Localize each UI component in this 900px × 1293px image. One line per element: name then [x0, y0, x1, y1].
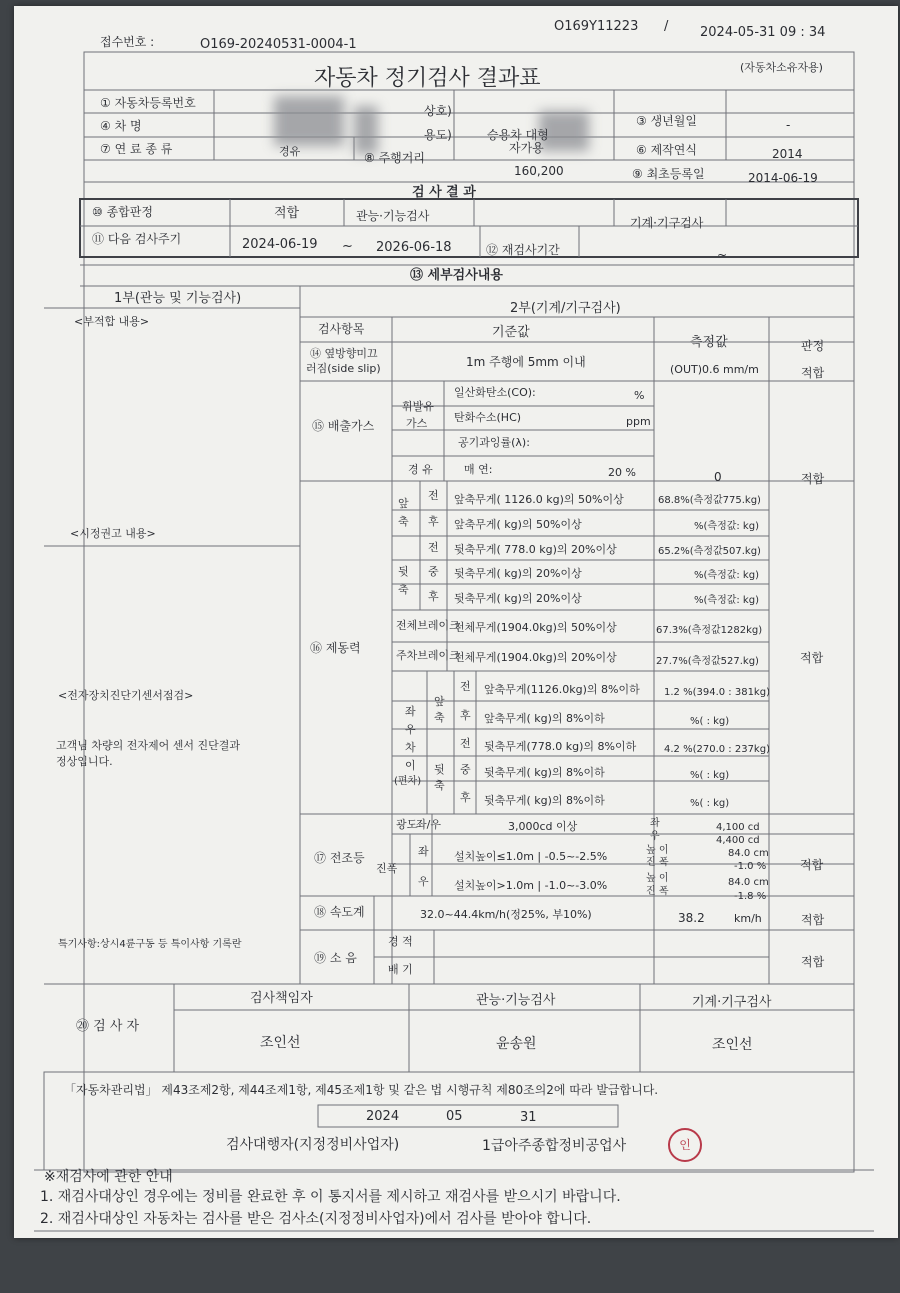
aim-label: 진폭	[376, 862, 398, 875]
vehicle-use: 자가용	[509, 141, 544, 155]
amp-label: 진 폭	[646, 886, 669, 897]
aim-right-height: 84.0 cm	[728, 877, 769, 888]
parking-brake-label: 주차브레이크	[396, 649, 460, 662]
front-axle-char2: 축	[398, 515, 409, 528]
use-partial: 용도)	[424, 128, 452, 142]
doc-code: O169Y11223	[554, 19, 639, 34]
mileage-value: 160,200	[514, 164, 564, 178]
total-brake-measure: 67.3%(측정값1282kg)	[656, 625, 763, 636]
aim-left-height: 84.0 cm	[728, 848, 769, 859]
amp-label: 진 폭	[646, 857, 669, 868]
brake-label: ⑯ 제동력	[310, 641, 361, 655]
next-from-date: 2024-06-19	[242, 237, 318, 252]
year-label: ⑥ 제작연식	[636, 143, 697, 157]
diff-standard: 뒷축무게( kg)의 8%이하	[484, 766, 605, 779]
diff-front-axle-1: 앞	[434, 695, 445, 708]
luminosity-right: 4,400 cd	[716, 835, 760, 846]
brake-measure: 68.8%(측정값775.kg)	[658, 495, 761, 506]
sideslip-judge: 적합	[801, 366, 825, 380]
diesel-label: 경 유	[408, 463, 433, 476]
height-label: 높 이	[646, 845, 669, 856]
pos-front: 전	[460, 680, 471, 693]
sideslip-measure: (OUT)0.6 mm/m	[670, 363, 759, 376]
smoke-standard: 20 %	[608, 466, 636, 479]
brake-standard: 뒷축무게( 778.0 kg)의 20%이상	[454, 543, 617, 556]
diff-rear-axle-1: 뒷	[434, 763, 445, 776]
pos-mid: 중	[460, 763, 471, 776]
exhaust-judge: 적합	[801, 472, 825, 486]
agent-label: 검사대행자(지정정비사업자)	[226, 1137, 400, 1153]
agent-name: 1급아주종합정비공업사	[482, 1138, 627, 1154]
inspector-sensory-label: 관능·기능검사	[476, 993, 556, 1008]
brake-measure: %(측정값: kg)	[694, 595, 759, 606]
next-tilde: ~	[342, 239, 353, 254]
lum-left-short: 좌	[650, 818, 660, 829]
pos-mid: 중	[428, 565, 439, 578]
luminosity-label: 광도	[396, 818, 418, 831]
issue-month: 05	[446, 1109, 463, 1124]
company-seal: 인	[668, 1128, 702, 1162]
special-note: 특기사항:상시4륜구동 등 특이사항 기록란	[58, 939, 242, 950]
aim-right-short: 우	[418, 875, 429, 888]
diff-standard: 앞축무게(1126.0kg)의 8%이하	[484, 683, 640, 696]
volatile-label-2: 가스	[406, 417, 428, 430]
aim-standard-left: 설치높이≤1.0m | -0.5~-2.5%	[454, 850, 608, 863]
next-cycle-label: ⑪ 다음 검사주기	[92, 232, 182, 246]
reinspect-label: ⑫ 재검사기간	[486, 243, 560, 257]
diff-front-axle-2: 축	[434, 711, 445, 724]
print-datetime: 2024-05-31 09 : 34	[700, 25, 826, 40]
diff-rear-axle-2: 축	[434, 779, 445, 792]
diff-label-5: (편차)	[394, 776, 422, 787]
exhaust-label: ⑮ 배출가스	[312, 419, 375, 433]
total-brake-label: 전체브레이크	[396, 619, 460, 632]
vehicle-type: 승용차 대형	[487, 128, 549, 142]
col-standard-header: 기준값	[492, 325, 530, 340]
pos-front: 전	[460, 737, 471, 750]
parking-brake-measure: 27.7%(측정값527.kg)	[656, 656, 759, 667]
part1-title: 1부(관능 및 기능검사)	[114, 291, 242, 306]
smoke-measure: 0	[714, 470, 722, 484]
diff-standard: 뒷축무게( kg)의 8%이하	[484, 794, 605, 807]
diff-standard: 앞축무게( kg)의 8%이하	[484, 712, 605, 725]
aim-left-amp: -1.0 %	[734, 861, 767, 872]
inspector-mech-name: 조인선	[712, 1037, 753, 1053]
ecu-result-line2: 정상입니다.	[56, 755, 113, 768]
fuel-value: 경유	[279, 145, 301, 158]
model-partial: 상호)	[424, 104, 452, 118]
diff-label-4: 이	[405, 759, 416, 772]
issue-year: 2024	[366, 1109, 400, 1124]
luminosity-left: 4,100 cd	[716, 822, 760, 833]
noise-label: ⑲ 소 음	[314, 951, 357, 965]
birth-label: ③ 생년월일	[636, 114, 697, 128]
pos-front: 전	[428, 489, 439, 502]
notice-title: ※재검사에 관한 안내	[44, 1169, 173, 1185]
reg-number-label: ① 자동차등록번호	[100, 96, 196, 110]
diff-measure: %( : kg)	[690, 716, 730, 727]
sideslip-standard: 1m 주행에 5mm 이내	[466, 355, 586, 369]
speedometer-label: ⑱ 속도계	[314, 905, 365, 919]
overall-value: 적합	[274, 206, 300, 221]
inspector-sensory-name: 윤송원	[496, 1036, 537, 1052]
col-measure-header: 측정값	[690, 335, 728, 350]
brake-measure: %(측정값: kg)	[694, 521, 759, 532]
total-brake-standard: 전체무게(1904.0kg)의 50%이상	[454, 621, 617, 634]
inspector-mech-label: 기계·기구검사	[692, 995, 772, 1010]
mech-inspection-label: 기계·기구검사	[630, 216, 704, 230]
sideslip-label-1: ⑭ 옆방향미끄	[310, 347, 378, 360]
aim-left-short: 좌	[418, 845, 429, 858]
pos-rear: 후	[460, 709, 471, 722]
legal-basis: 「자동차관리법」 제43조제2항, 제44조제1항, 제45조제1항 및 같은 법 시행규칙 제80조의2에 따라 발급합니다.	[64, 1083, 659, 1097]
receipt-label: 접수번호 :	[100, 35, 155, 49]
lambda-label: 공기과잉률(λ):	[458, 436, 530, 449]
ecu-result-line1: 고객님 차량의 전자제어 센서 진단결과	[56, 739, 241, 752]
parking-brake-standard: 전체무게(1904.0kg)의 20%이상	[454, 651, 617, 664]
horn-label: 경 적	[388, 935, 413, 948]
privacy-blur	[274, 96, 344, 146]
lum-right-short: 우	[650, 831, 660, 842]
sensory-inspection-label: 관능·기능검사	[356, 209, 430, 223]
rear-axle-char1: 뒷	[398, 565, 409, 578]
co-label: 일산화탄소(CO):	[454, 386, 536, 399]
diff-measure: 1.2 %(394.0 : 381kg)	[664, 687, 770, 698]
inspection-result-document	[14, 6, 898, 1238]
diff-label-3: 차	[405, 741, 416, 754]
pos-front: 전	[428, 541, 439, 554]
inspector-label: ⑳ 검 사 자	[76, 1019, 140, 1034]
inspector-head-name: 조인선	[260, 1035, 301, 1051]
front-axle-char1: 앞	[398, 497, 409, 510]
diff-standard: 뒷축무게(778.0 kg)의 8%이하	[484, 740, 637, 753]
speed-standard: 32.0~44.4km/h(정25%, 부10%)	[420, 908, 592, 921]
pos-rear: 후	[428, 515, 439, 528]
brake-judge: 적합	[800, 651, 824, 665]
brake-standard: 앞축무게( 1126.0 kg)의 50%이상	[454, 493, 624, 506]
brake-standard: 앞축무게( kg)의 50%이상	[454, 518, 582, 531]
pos-rear: 후	[428, 590, 439, 603]
left-right-label: 좌/우	[416, 818, 441, 831]
next-to-date: 2026-06-18	[376, 240, 452, 255]
exhaust-noise-label: 배 기	[388, 963, 413, 976]
brake-measure: 65.2%(측정값507.kg)	[658, 546, 761, 557]
diff-measure: %( : kg)	[690, 798, 730, 809]
fuel-label: ⑦ 연 료 종 류	[100, 142, 173, 156]
unfit-title: <부적합 내용>	[74, 315, 150, 328]
headlamp-judge: 적합	[800, 858, 824, 872]
owner-copy-label: (자동차소유자용)	[740, 61, 823, 74]
col-judge-header: 판정	[801, 339, 825, 353]
volatile-label-1: 휘발유	[402, 400, 434, 413]
col-item-header: 검사항목	[318, 322, 365, 336]
first-reg-label: ⑨ 최초등록일	[632, 167, 705, 181]
mileage-label: ⑧ 주행거리	[364, 151, 425, 165]
brake-standard: 뒷축무게( kg)의 20%이상	[454, 592, 582, 605]
aim-right-amp: -1.8 %	[734, 891, 767, 902]
recommend-title: <시정권고 내용>	[70, 527, 156, 540]
speed-measure: 38.2	[678, 911, 705, 925]
car-name-label: ④ 차 명	[100, 119, 142, 133]
rear-axle-char2: 축	[398, 583, 409, 596]
pos-rear: 후	[460, 791, 471, 804]
privacy-blur	[354, 106, 378, 154]
diff-measure: 4.2 %(270.0 : 237kg)	[664, 744, 770, 755]
diff-label-1: 좌	[405, 705, 416, 718]
header-slash: /	[664, 19, 669, 34]
height-label: 높 이	[646, 873, 669, 884]
smoke-label: 매 연:	[464, 463, 493, 476]
notice-line-1: 1. 재검사대상인 경우에는 정비를 완료한 후 이 통지서를 제시하고 재검사를 받으시기 바랍니다.	[40, 1189, 621, 1205]
sideslip-label-2: 러짐(side slip)	[306, 362, 381, 375]
ecu-check-title: <전자장치진단기센서점검>	[58, 689, 194, 702]
reinspect-value: ~	[717, 248, 728, 262]
aim-standard-right: 설치높이>1.0m | -1.0~-3.0%	[454, 879, 608, 892]
diff-label-2: 우	[405, 723, 416, 736]
speed-unit: km/h	[734, 912, 762, 925]
brake-measure: %(측정값: kg)	[694, 570, 759, 581]
diff-measure: %( : kg)	[690, 770, 730, 781]
luminosity-standard: 3,000cd 이상	[508, 820, 578, 833]
detail-section-title: ⑬ 세부검사내용	[410, 268, 503, 283]
inspector-head-label: 검사책임자	[250, 991, 313, 1006]
headlamp-label: ⑰ 전조등	[314, 851, 365, 865]
overall-label: ⑩ 종합판정	[92, 205, 153, 219]
year-value: 2014	[772, 147, 803, 161]
brake-standard: 뒷축무게( kg)의 20%이상	[454, 567, 582, 580]
page-title: 자동차 정기검사 결과표	[314, 66, 541, 91]
birth-value: -	[786, 118, 791, 132]
first-reg-value: 2014-06-19	[748, 171, 818, 185]
hc-unit: ppm	[626, 415, 651, 428]
notice-line-2: 2. 재검사대상인 자동차는 검사를 받은 검사소(지정정비사업자)에서 검사를 받아야 합니다.	[40, 1211, 592, 1227]
part2-title: 2부(기계/기구검사)	[510, 301, 621, 316]
receipt-number: O169-20240531-0004-1	[200, 37, 357, 52]
hc-label: 탄화수소(HC)	[454, 411, 522, 424]
issue-day: 31	[520, 1110, 537, 1125]
speed-judge: 적합	[801, 913, 825, 927]
result-section-title: 검 사 결 과	[412, 185, 476, 200]
noise-judge: 적합	[801, 955, 825, 969]
co-unit: %	[634, 389, 645, 402]
